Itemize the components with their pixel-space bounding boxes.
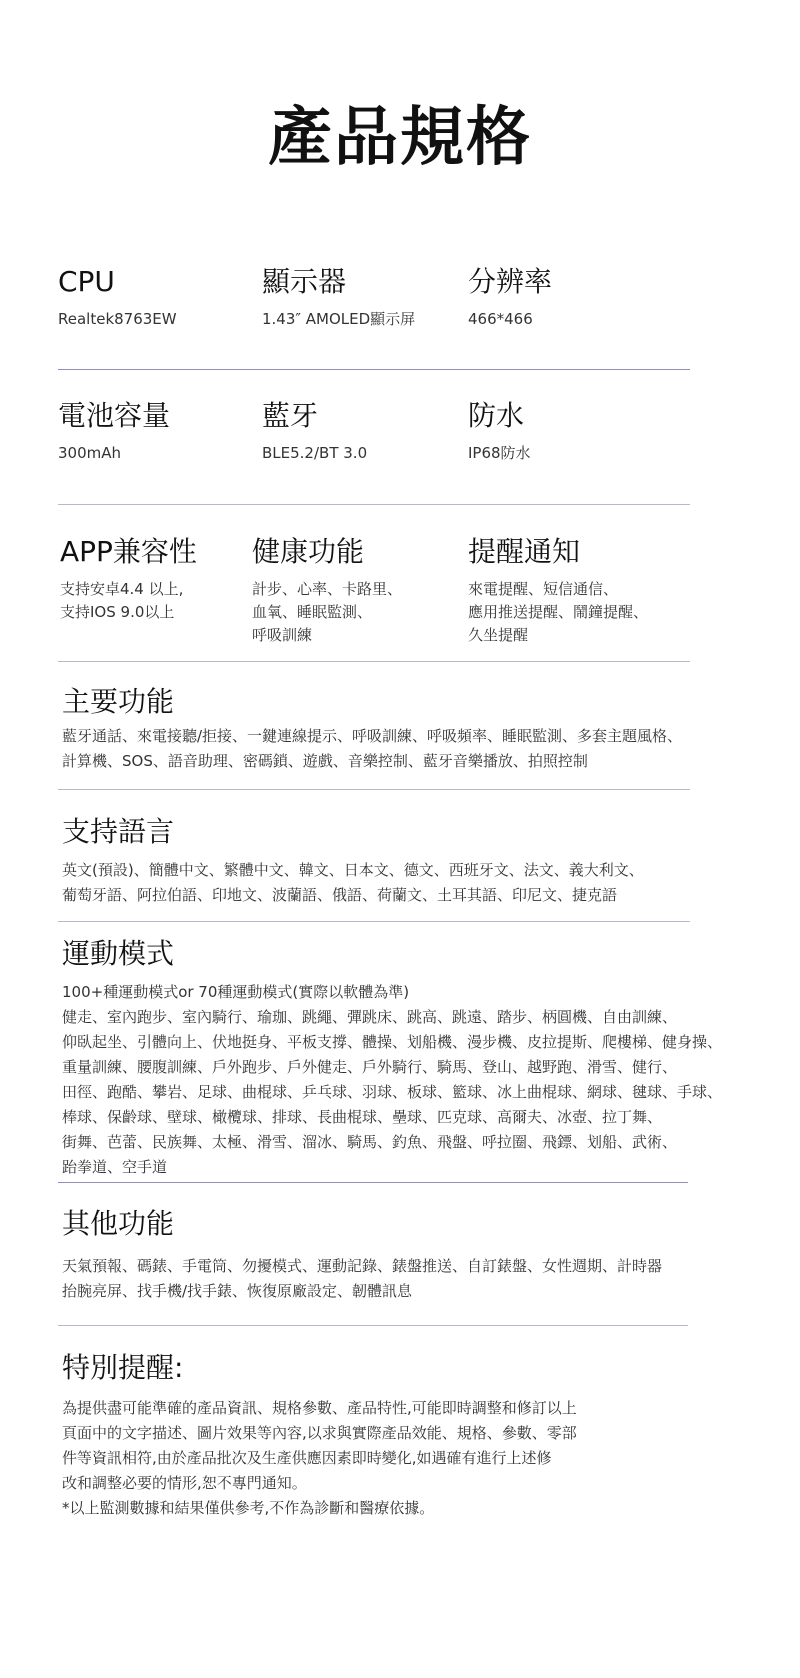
spec-label: 電池容量	[58, 399, 171, 432]
spec-notify	[468, 534, 648, 647]
section-line: 重量訓練、腰腹訓練、戶外跑步、戶外健走、戶外騎行、騎馬、登山、越野跑、滑雪、健行、	[62, 1058, 678, 1076]
spec-value: IP68防水	[468, 444, 531, 462]
spec-app-compat	[60, 534, 197, 624]
spec-display	[262, 264, 415, 331]
divider	[58, 1182, 688, 1183]
page-title: 產品規格	[268, 101, 532, 175]
section-line: 英文(預設)、簡體中文、繁體中文、韓文、日本文、德文、西班牙文、法文、義大利文、	[62, 861, 644, 879]
spec-label: CPU	[58, 265, 115, 298]
spec-bluetooth	[262, 398, 367, 465]
section-title: 其他功能	[62, 1207, 175, 1240]
spec-label: APP兼容性	[60, 535, 197, 568]
spec-line: 來電提醒、短信通信、	[468, 580, 619, 598]
divider	[58, 789, 690, 790]
spec-line: 血氧、睡眠監測、	[252, 603, 373, 621]
notice-line: *以上監測數據和結果僅供參考,不作為診斷和醫療依據。	[62, 1499, 435, 1517]
section-line: 天氣預報、碼錶、手電筒、勿擾模式、運動記錄、錶盤推送、自訂錶盤、女性週期、計時器	[62, 1257, 663, 1275]
spec-cpu	[58, 264, 177, 331]
spec-line: 計步、心率、卡路里、	[252, 580, 403, 598]
spec-value: 466*466	[468, 310, 533, 328]
section-main-functions	[62, 684, 682, 774]
section-sports	[62, 936, 722, 1180]
section-languages	[62, 814, 644, 908]
section-special-notice	[62, 1350, 577, 1521]
section-line: 仰臥起坐、引體向上、伏地挺身、平板支撐、體操、划船機、漫步機、皮拉提斯、爬樓梯、健身操、	[62, 1033, 723, 1051]
divider	[58, 504, 690, 505]
spec-label: 健康功能	[252, 535, 365, 568]
spec-health	[252, 534, 402, 647]
spec-value: Realtek8763EW	[58, 310, 177, 328]
section-line: 藍牙通話、來電接聽/拒接、一鍵連線提示、呼吸訓練、呼吸頻率、睡眠監測、多套主題風格、	[62, 727, 683, 745]
spec-label: 分辨率	[468, 265, 553, 298]
section-line: 計算機、SOS、語音助理、密碼鎖、遊戲、音樂控制、藍牙音樂播放、拍照控制	[62, 752, 588, 770]
notice-line: 改和調整必要的情形,恕不專門通知。	[62, 1474, 307, 1492]
section-line: 健走、室內跑步、室內騎行、瑜珈、跳繩、彈跳床、跳高、跳遠、踏步、柄圓機、自由訓練、	[62, 1008, 678, 1026]
section-title: 主要功能	[62, 685, 175, 718]
section-line: 100+種運動模式or 70種運動模式(實際以軟體為準)	[62, 983, 410, 1001]
spec-line: 久坐提醒	[468, 626, 529, 644]
section-line: 田徑、跑酷、攀岩、足球、曲棍球、乒乓球、羽球、板球、籃球、冰上曲棍球、網球、毽球、手球、	[62, 1083, 723, 1101]
spec-label: 防水	[468, 399, 525, 432]
section-title: 運動模式	[62, 937, 175, 970]
spec-value: 300mAh	[58, 444, 122, 462]
section-line: 跆拳道、空手道	[62, 1158, 168, 1176]
spec-value: BLE5.2/BT 3.0	[262, 444, 368, 462]
spec-label: 顯示器	[262, 265, 347, 298]
spec-battery	[58, 398, 170, 465]
spec-line: 呼吸訓練	[252, 626, 313, 644]
spec-waterproof	[468, 398, 531, 465]
spec-label: 提醒通知	[468, 535, 581, 568]
spec-line: 支持IOS 9.0以上	[60, 603, 175, 621]
spec-line: 支持安卓4.4 以上,	[60, 580, 184, 598]
notice-line: 為提供盡可能準確的產品資訊、規格參數、產品特性,可能即時調整和修訂以上	[62, 1399, 577, 1417]
notice-line: 頁面中的文字描述、圖片效果等內容,以求與實際產品效能、規格、參數、零部	[62, 1424, 577, 1442]
section-title: 支持語言	[62, 815, 175, 848]
divider	[58, 1325, 688, 1326]
section-line: 抬腕亮屏、找手機/找手錶、恢復原廠設定、韌體訊息	[62, 1282, 413, 1300]
section-line: 葡萄牙語、阿拉伯語、印地文、波蘭語、俄語、荷蘭文、土耳其語、印尼文、捷克語	[62, 886, 618, 904]
section-line: 街舞、芭蕾、民族舞、太極、滑雪、溜冰、騎馬、釣魚、飛盤、呼拉圈、飛鏢、划船、武術、	[62, 1133, 678, 1151]
divider	[58, 369, 690, 370]
section-title: 特別提醒:	[62, 1351, 184, 1384]
spec-value: 1.43″ AMOLED顯示屏	[262, 310, 416, 328]
section-other-functions	[62, 1206, 662, 1304]
divider	[58, 921, 690, 922]
section-line: 棒球、保齡球、壁球、橄欖球、排球、長曲棍球、壘球、匹克球、高爾夫、冰壺、拉丁舞、	[62, 1108, 663, 1126]
notice-line: 件等資訊相符,由於產品批次及生產供應因素即時變化,如遇確有進行上述修	[62, 1449, 552, 1467]
divider	[58, 661, 690, 662]
spec-label: 藍牙	[262, 399, 319, 432]
spec-line: 應用推送提醒、鬧鐘提醒、	[468, 603, 649, 621]
spec-resolution	[468, 264, 552, 331]
